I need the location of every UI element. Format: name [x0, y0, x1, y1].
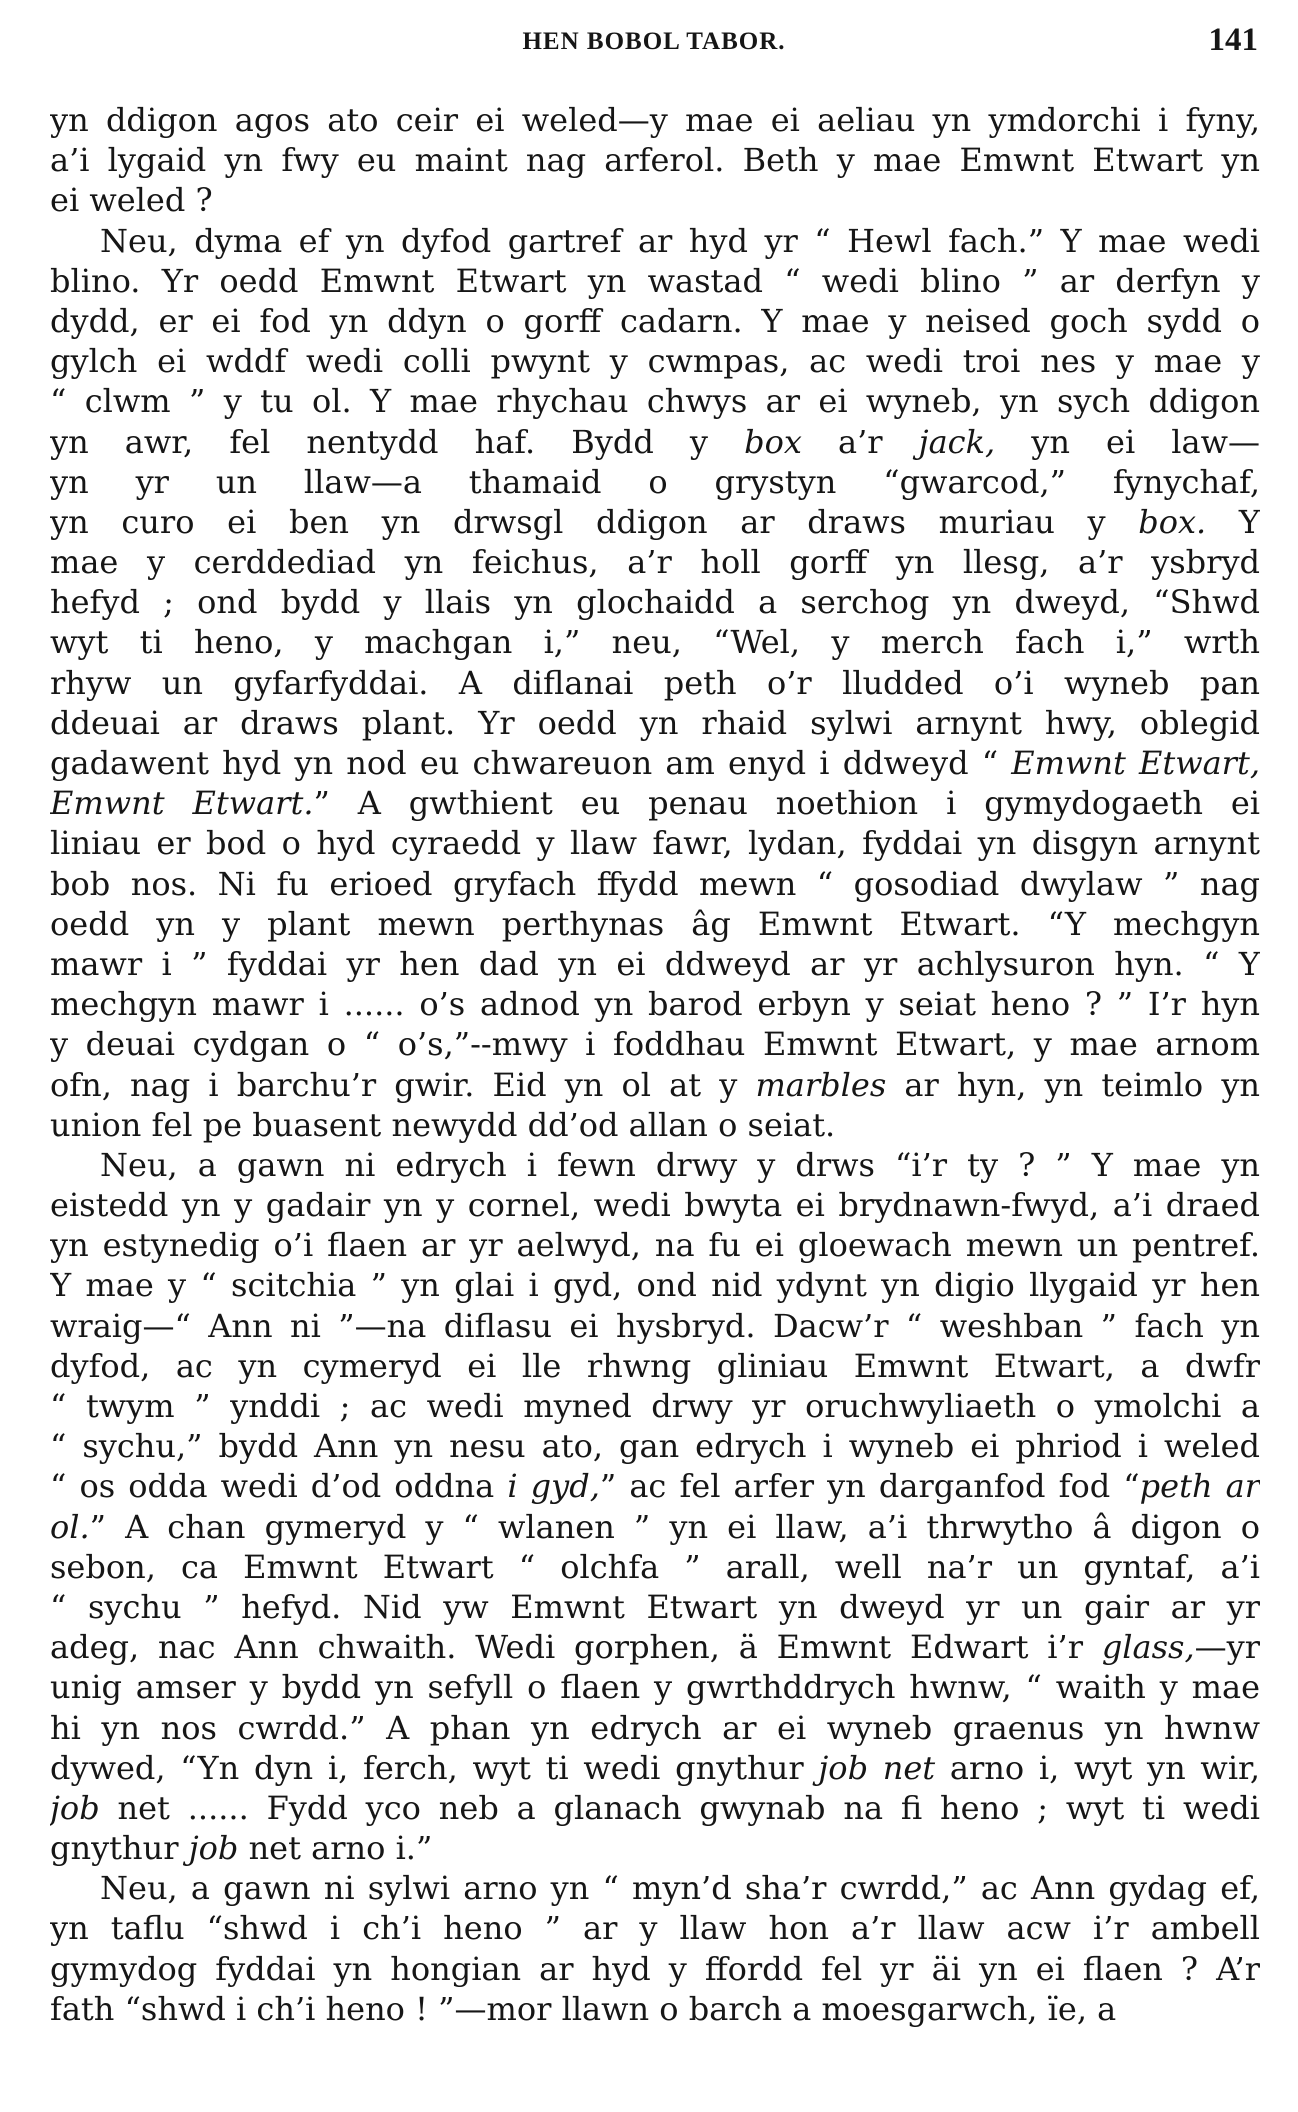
text-run: ofn, nag i barchu’r gwir. Eid yn ol at y — [50, 1065, 756, 1104]
text-run: yn estynedig o’i flaen ar yr aelwyd, na fu ei gloewach mewn un pentref. — [50, 1226, 1260, 1265]
text-line — [50, 823, 1260, 863]
text-run: mawr i ” fyddai yr hen dad yn ei ddweyd ar yr achlysuron hyn. “ Y — [50, 944, 1260, 983]
text-line — [50, 984, 1260, 1024]
text-run: Neu, a gawn ni sylwi arno yn “ myn’d sha’r cwrdd,” ac Ann gydag ef, — [100, 1869, 1260, 1908]
text-run: yn ddigon agos ato ceir ei weled—y mae ei aeliau yn ymdorchi i fyny, — [50, 101, 1260, 139]
italic-text: i gyd, — [507, 1467, 600, 1506]
text-line — [50, 1507, 1260, 1547]
text-line — [50, 1105, 1260, 1145]
text-run: eistedd yn y gadair yn y cornel, wedi bwyta ei brydnawn-fwyd, a’i draed — [50, 1186, 1260, 1225]
text-run: “ clwm ” y tu ol. Y mae rhychau chwys ar ei wyneb, yn sych ddigon — [50, 382, 1260, 421]
italic-text: box. — [1138, 502, 1207, 541]
text-run: Y mae y “ scitchia ” yn glai i gyd, ond nid ydynt yn digio llygaid yr hen — [50, 1266, 1260, 1305]
text-run: yn awr, fel nentydd haf. Bydd y — [50, 422, 745, 461]
text-run: yn curo ei ben yn drwsgl ddigon ar draws muriau y — [50, 502, 1139, 541]
text-line — [50, 1185, 1260, 1225]
text-run: dyfod, ac yn cymeryd ei lle rhwng gliniau Emwnt Etwart, a dwfr — [50, 1346, 1260, 1385]
text-line — [50, 1667, 1260, 1707]
text-run: ” ac fel arfer yn darganfod fod “ — [599, 1467, 1140, 1506]
text-run: unig amser y bydd yn sefyll o flaen y gwrthddrych hwnw, “ waith y mae — [50, 1668, 1260, 1707]
text-line — [50, 1989, 1260, 2029]
text-run: yn taflu “shwd i ch’i heno ” ar y llaw hon a’r llaw acw i’r ambell — [50, 1909, 1260, 1948]
page-header — [50, 22, 1258, 64]
italic-text: ol. — [50, 1507, 90, 1546]
text-line — [50, 1627, 1260, 1667]
text-run: yn yr un llaw—a thamaid o grystyn “gwarcod,” fynychaf, — [50, 462, 1260, 501]
text-line — [50, 1346, 1260, 1386]
italic-text: glass, — [1101, 1628, 1195, 1667]
text-line — [50, 140, 1260, 180]
text-run: dydd, er ei fod yn ddyn o gorff cadarn. Y mae y neised goch sydd o — [50, 301, 1260, 340]
text-run: net ...... Fydd yco neb a glanach gwynab na fi heno ; wyt ti wedi — [99, 1788, 1260, 1827]
text-line — [50, 341, 1260, 381]
text-run: bob nos. Ni fu erioed gryfach ffydd mewn “ gosodiad dwylaw ” nag — [50, 864, 1260, 903]
text-line — [50, 1788, 1260, 1828]
text-line — [50, 904, 1260, 944]
text-line — [50, 422, 1260, 462]
text-run: arno i, wyt yn wir, — [935, 1748, 1260, 1787]
text-run: rhyw un gyfarfyddai. A diflanai peth o’r lludded o’i wyneb pan — [50, 663, 1260, 702]
text-run: hefyd ; ond bydd y llais yn glochaidd a serchog yn dweyd, “Shwd — [50, 583, 1260, 622]
text-run: gymydog fyddai yn hongian ar hyd y ffordd fel yr äi yn ei flaen ? A’r — [50, 1949, 1260, 1988]
text-line — [50, 1828, 1260, 1868]
text-line — [50, 542, 1260, 582]
text-line — [50, 783, 1260, 823]
text-run: “ sychu ” hefyd. Nid yw Emwnt Etwart yn dweyd yr un gair ar yr — [50, 1587, 1260, 1626]
text-run: gnythur — [50, 1829, 189, 1868]
text-line — [50, 622, 1260, 662]
paragraph — [50, 100, 1260, 221]
text-run: wraig—“ Ann ni ”—na diflasu ei hysbryd. Dacw’r “ weshban ” fach yn — [50, 1306, 1260, 1345]
text-run: “ sychu,” bydd Ann yn nesu ato, gan edrych i wyneb ei phriod i weled — [50, 1427, 1260, 1466]
paragraph — [50, 1145, 1260, 1868]
text-line — [50, 1065, 1260, 1105]
text-line — [50, 1426, 1260, 1466]
text-run: sebon, ca Emwnt Etwart “ olchfa ” arall, well na’r un gyntaf, a’i — [50, 1547, 1260, 1586]
text-run: ” A chan gymeryd y “ wlanen ” yn ei llaw, a’i thrwytho â digon o — [89, 1507, 1260, 1546]
text-run: ar hyn, yn teimlo yn — [886, 1065, 1260, 1104]
text-line — [50, 1386, 1260, 1426]
italic-text: job net — [818, 1748, 936, 1787]
text-run: net arno i.” — [238, 1829, 433, 1868]
text-run: adeg, nac Ann chwaith. Wedi gorphen, ä Emwnt Edwart i’r — [50, 1628, 1102, 1667]
text-run: gylch ei wddf wedi colli pwynt y cwmpas, ac wedi troi nes y mae y — [50, 342, 1260, 381]
text-line — [50, 944, 1260, 984]
text-line — [50, 1748, 1260, 1788]
text-line — [50, 221, 1260, 261]
text-line — [50, 1547, 1260, 1587]
text-run: a’i lygaid yn fwy eu maint nag arferol. Beth y mae Emwnt Etwart yn — [50, 141, 1260, 180]
text-line — [50, 1587, 1260, 1627]
text-line — [50, 462, 1260, 502]
text-run: mae y cerddediad yn feichus, a’r holl gorff yn llesg, a’r ysbryd — [50, 543, 1260, 582]
text-run: oedd yn y plant mewn perthynas âg Emwnt Etwart. “Y mechgyn — [50, 904, 1260, 943]
italic-text: box — [744, 422, 802, 461]
running-title: HEN BOBOL TABOR. — [522, 28, 786, 55]
italic-text: peth ar — [1139, 1467, 1260, 1506]
text-run: Neu, dyma ef yn dyfod gartref ar hyd yr “ Hewl fach.” Y mae wedi — [100, 221, 1260, 260]
text-line — [50, 1949, 1260, 1989]
text-line — [50, 1708, 1260, 1748]
text-run: “ os odda wedi d’od oddna — [50, 1467, 508, 1506]
text-run: fath “shwd i ch’i heno ! ”—mor llawn o barch a moesgarwch, ïe, a — [50, 1989, 1117, 2028]
text-line — [50, 381, 1260, 421]
text-line — [50, 180, 1260, 220]
text-run: mechgyn mawr i ...... o’s adnod yn barod erbyn y seiat heno ? ” I’r hyn — [50, 985, 1260, 1024]
italic-text: Emwnt Etwart, — [1011, 744, 1260, 782]
text-line — [50, 1145, 1260, 1185]
text-line — [50, 1265, 1260, 1305]
italic-text: Emwnt Etwart. — [50, 784, 314, 823]
text-line — [50, 703, 1260, 743]
text-line — [50, 1908, 1260, 1948]
text-run: “ twym ” ynddi ; ac wedi myned drwy yr oruchwyliaeth o ymolchi a — [50, 1387, 1260, 1425]
text-run: Y — [1206, 502, 1260, 541]
text-run: a’r — [801, 422, 919, 461]
text-run: yn ei law— — [995, 422, 1260, 461]
italic-text: job — [188, 1829, 239, 1868]
paragraph — [50, 221, 1260, 1145]
paragraph — [50, 1868, 1260, 2029]
text-run: wyt ti heno, y machgan i,” neu, “Wel, y merch fach i,” wrth — [50, 623, 1260, 662]
text-line — [50, 1868, 1260, 1908]
body-text — [50, 100, 1260, 2029]
page-number: 141 — [1208, 22, 1258, 58]
text-run: liniau er bod o hyd cyraedd y llaw fawr, lydan, fyddai yn disgyn arnynt — [50, 824, 1260, 863]
text-run: Neu, a gawn ni edrych i fewn drwy y drws “i’r ty ? ” Y mae yn — [100, 1145, 1260, 1184]
text-line — [50, 864, 1260, 904]
text-run: y deuai cydgan o “ o’s,”--mwy i foddhau Emwnt Etwart, y mae arnom — [50, 1025, 1260, 1064]
text-line — [50, 301, 1260, 341]
text-line — [50, 261, 1260, 301]
text-line — [50, 663, 1260, 703]
text-run: ddeuai ar draws plant. Yr oedd yn rhaid sylwi arnynt hwy, oblegid — [50, 703, 1260, 742]
text-run: hi yn nos cwrdd.” A phan yn edrych ar ei wyneb graenus yn hwnw — [50, 1708, 1260, 1747]
text-run: ei weled ? — [50, 181, 213, 220]
text-line — [50, 582, 1260, 622]
text-line — [50, 1225, 1260, 1265]
italic-text: job — [50, 1788, 100, 1827]
text-run: gadawent hyd yn nod eu chwareuon am enyd i ddweyd “ — [50, 744, 1012, 782]
text-run: dywed, “Yn dyn i, ferch, wyt ti wedi gnythur — [50, 1748, 819, 1787]
text-run: —yr — [1194, 1628, 1260, 1667]
text-run: blino. Yr oedd Emwnt Etwart yn wastad “ wedi blino ” ar derfyn y — [50, 261, 1260, 300]
text-run: union fel pe buasent newydd dd’od allan o seiat. — [50, 1105, 836, 1144]
text-line — [50, 1024, 1260, 1064]
italic-text: jack, — [918, 422, 996, 461]
text-line — [50, 1306, 1260, 1346]
text-line — [50, 502, 1260, 542]
text-run: ” A gwthient eu penau noethion i gymydogaeth ei — [313, 784, 1260, 823]
text-line — [50, 100, 1260, 140]
text-line — [50, 1466, 1260, 1506]
italic-text: marbles — [755, 1065, 887, 1104]
text-line — [50, 743, 1260, 783]
